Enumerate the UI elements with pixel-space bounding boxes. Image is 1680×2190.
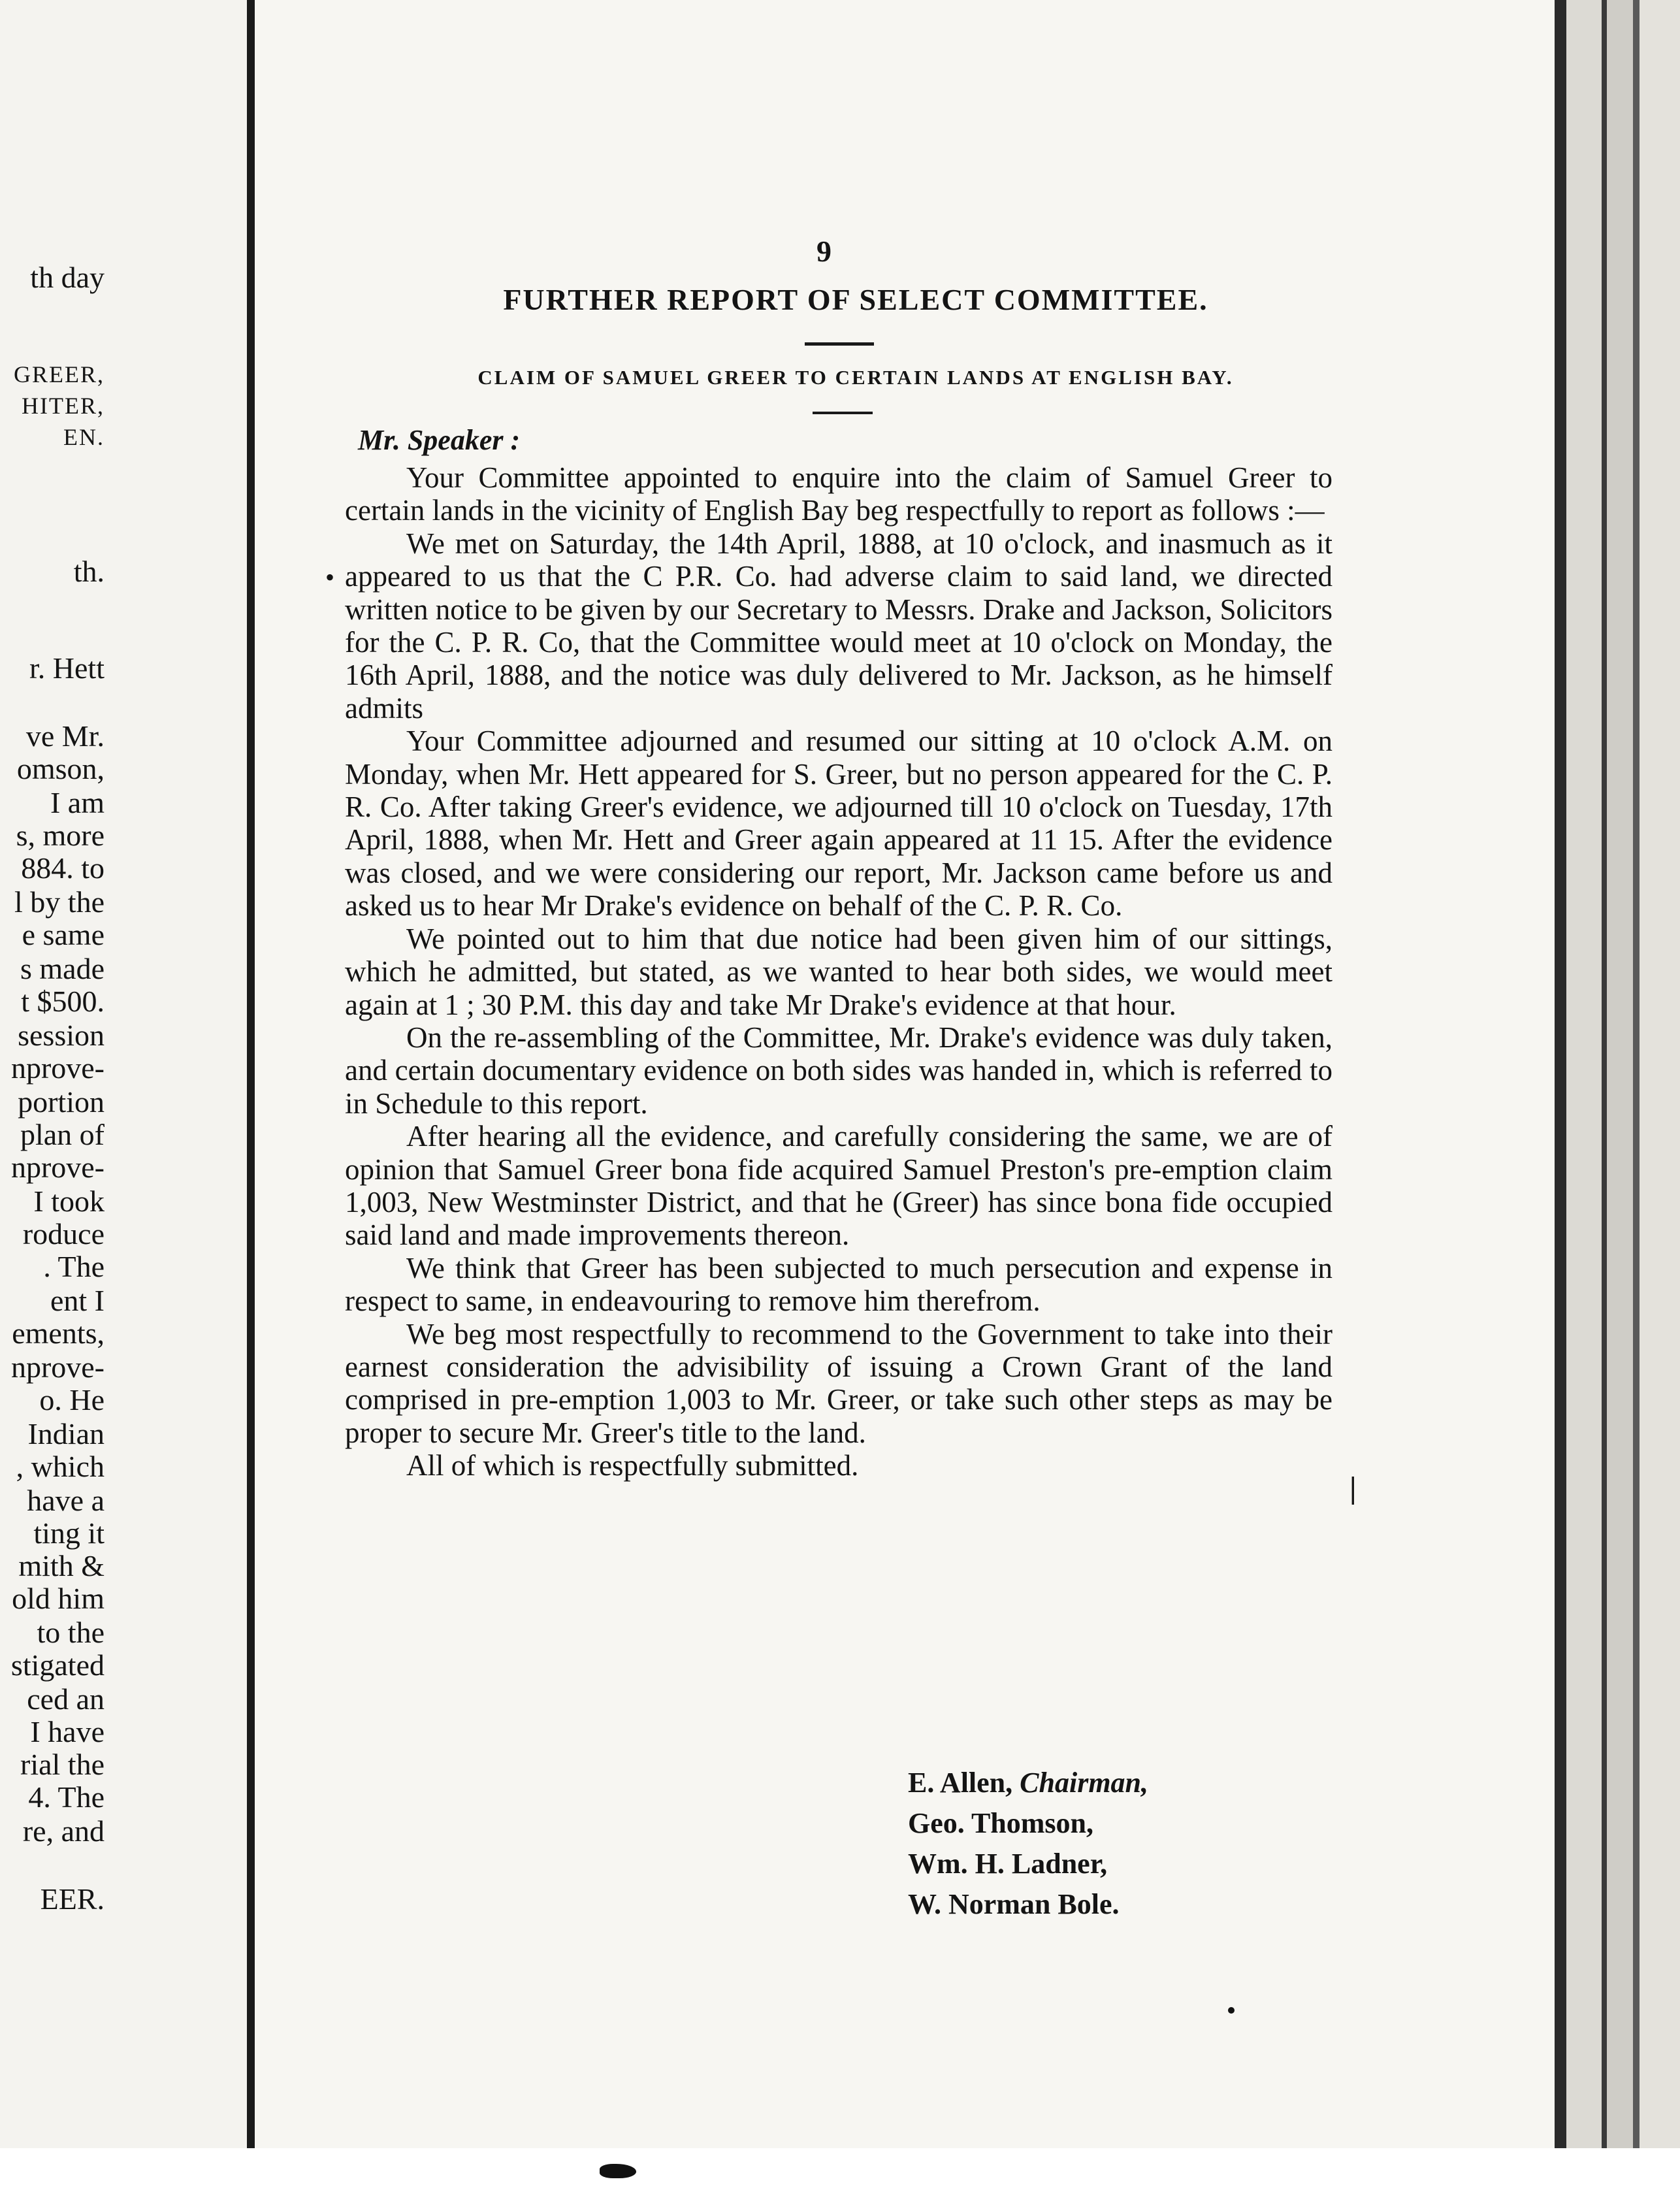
- facing-page-line: ting it: [33, 1516, 105, 1550]
- facing-page-line: ced an: [27, 1682, 105, 1716]
- paragraph: All of which is respectfully submitted.: [406, 1449, 859, 1482]
- subtitle-rule: [813, 412, 873, 414]
- ink-blot: [600, 2164, 636, 2178]
- facing-page-line: , which: [16, 1450, 105, 1483]
- ink-speck: [1228, 2007, 1235, 2014]
- signatory-name: E. Allen,: [908, 1767, 1013, 1799]
- facing-page-line: HITER,: [22, 393, 105, 419]
- facing-page-line: ements,: [12, 1316, 105, 1350]
- facing-page-line: have a: [27, 1484, 105, 1517]
- paragraph: On the re-assembling of the Committee, Mr. Drake's evidence was duly taken, and certain documentary evidence on both sides was handed in, which is referred to in Schedule to this report.: [345, 1021, 1333, 1120]
- facing-page-line: plan of: [20, 1118, 105, 1151]
- facing-page-fragment: [0, 0, 248, 2190]
- facing-page-line: 884. to: [21, 851, 105, 885]
- facing-page-line: rial the: [20, 1748, 105, 1781]
- signatory-name: W. Norman Bole.: [908, 1888, 1120, 1920]
- title-rule: [805, 342, 874, 346]
- facing-page-line: 4. The: [28, 1780, 105, 1814]
- signatory-title: Chairman,: [1020, 1767, 1149, 1799]
- paragraph: Your Committee adjourned and resumed our sitting at 10 o'clock A.M. on Monday, when Mr. Hett appeared for S. Greer, but no person appeared for the C. P. R. Co. After taking Greer's evidence, we adjourned till 10 o'clock on Tuesday, 17th April, 1888, when Mr. Hett and Greer again appeared at 11 15. After the evidence was closed, and we were considering our report, Mr. Jackson came before us and asked us to hear Mr Drake's evidence on behalf of the C. P. R. Co.: [345, 725, 1333, 923]
- facing-page-line: session: [18, 1019, 105, 1052]
- page-edge: [1633, 0, 1640, 2190]
- page-edge: [1555, 0, 1566, 2190]
- signature-line: [908, 1844, 1148, 1884]
- margin-dot: •: [325, 563, 335, 592]
- scan-bottom-margin: [0, 2148, 1680, 2190]
- facing-page-line: I have: [30, 1715, 105, 1748]
- paragraph: Your Committee appointed to enquire into the claim of Samuel Greer to certain lands in the vicinity of English Bay beg respectfully to report as follows :—: [345, 461, 1333, 527]
- facing-page-line: re, and: [22, 1814, 105, 1848]
- paragraph: We met on Saturday, the 14th April, 1888, at 10 o'clock, and inasmuch as it appeared to us that the C P.R. Co. had adverse claim to said land, we directed written notice to be given by our Secretary to Messrs. Drake and Jackson, Solicitors for the C. P. R. Co, that the Committee would meet at 10 o'clock on Monday, the 16th April, 1888, and the notice was duly delivered to Mr. Jackson, as he himself admits: [345, 527, 1333, 725]
- facing-page-line: nprove-: [10, 1350, 105, 1384]
- facing-page-line: r. Hett: [29, 651, 105, 685]
- facing-page-line: Indian: [27, 1417, 105, 1450]
- facing-page-line: portion: [18, 1085, 105, 1119]
- facing-page-line: th day: [30, 261, 105, 294]
- paragraph: After hearing all the evidence, and carefully considering the same, we are of opinion that Samuel Greer bona fide acquired Samuel Preston's pre-emption claim 1,003, New Westminster District, and that he (Greer) has since bona fide occupied said land and made improvements thereon.: [345, 1120, 1333, 1252]
- facing-page-line: s made: [20, 952, 105, 985]
- facing-page-line: EN.: [63, 424, 105, 450]
- facing-page-line: th.: [73, 555, 105, 588]
- facing-page-line: t $500.: [21, 985, 105, 1018]
- facing-page-line: EER.: [40, 1882, 105, 1916]
- facing-page-line: roduce: [22, 1217, 105, 1250]
- page-edge: [1566, 0, 1602, 2190]
- paragraph: We beg most respectfully to recommend to the Government to take into their earnest consideration the advisibility of issuing a Crown Grant of the land comprised in pre-emption 1,003 to Mr. Greer, or take such other steps as may be proper to secure Mr. Greer's title to the land.: [345, 1317, 1333, 1449]
- facing-page-line: . The: [43, 1250, 105, 1283]
- page-subtitle: CLAIM OF SAMUEL GREER TO CERTAIN LANDS AT ENGLISH BAY.: [477, 366, 1234, 389]
- paragraph: We pointed out to him that due notice had been given him of our sittings, which he admitted, but stated, as we wanted to hear both sides, we would meet again at 1 ; 30 P.M. this day and take Mr Drake's evidence at that hour.: [345, 922, 1333, 1021]
- facing-page-line: o. He: [39, 1383, 105, 1416]
- facing-page-line: I took: [33, 1185, 105, 1218]
- signatory-name: Geo. Thomson,: [908, 1807, 1094, 1839]
- page-number: 9: [816, 235, 832, 268]
- page-gutter: [247, 0, 255, 2190]
- facing-page-line: ve Mr.: [25, 719, 105, 753]
- facing-page-line: l by the: [14, 885, 105, 919]
- facing-page-line: I am: [50, 786, 105, 819]
- facing-page-line: GREER,: [13, 361, 105, 387]
- salutation: Mr. Speaker :: [358, 424, 521, 456]
- facing-page-line: e same: [22, 918, 105, 951]
- facing-page-line: nprove-: [10, 1051, 105, 1085]
- facing-page-line: old him: [12, 1582, 105, 1615]
- signature-line: [908, 1803, 1148, 1844]
- signature-line: [908, 1763, 1148, 1803]
- page-edge: [1607, 0, 1633, 2190]
- facing-page-line: omson,: [16, 752, 105, 785]
- signature-line: [908, 1884, 1148, 1925]
- margin-mark: |: [1349, 1471, 1357, 1505]
- facing-page-line: to the: [37, 1616, 105, 1649]
- signature-block: [908, 1763, 1148, 1925]
- facing-page-line: nprove-: [10, 1151, 105, 1184]
- signatory-name: Wm. H. Ladner,: [908, 1848, 1108, 1880]
- page-edge: [1640, 0, 1680, 2190]
- page-title: FURTHER REPORT OF SELECT COMMITTEE.: [503, 283, 1208, 316]
- facing-page-line: ent I: [50, 1284, 105, 1317]
- facing-page-line: stigated: [10, 1648, 105, 1682]
- page-edge: [1602, 0, 1607, 2190]
- report-body: [345, 461, 1333, 1482]
- paragraph: We think that Greer has been subjected to much persecution and expense in respect to same, in endeavouring to remove him therefrom.: [345, 1251, 1333, 1318]
- facing-page-line: mith &: [18, 1549, 105, 1582]
- facing-page-line: s, more: [16, 819, 105, 852]
